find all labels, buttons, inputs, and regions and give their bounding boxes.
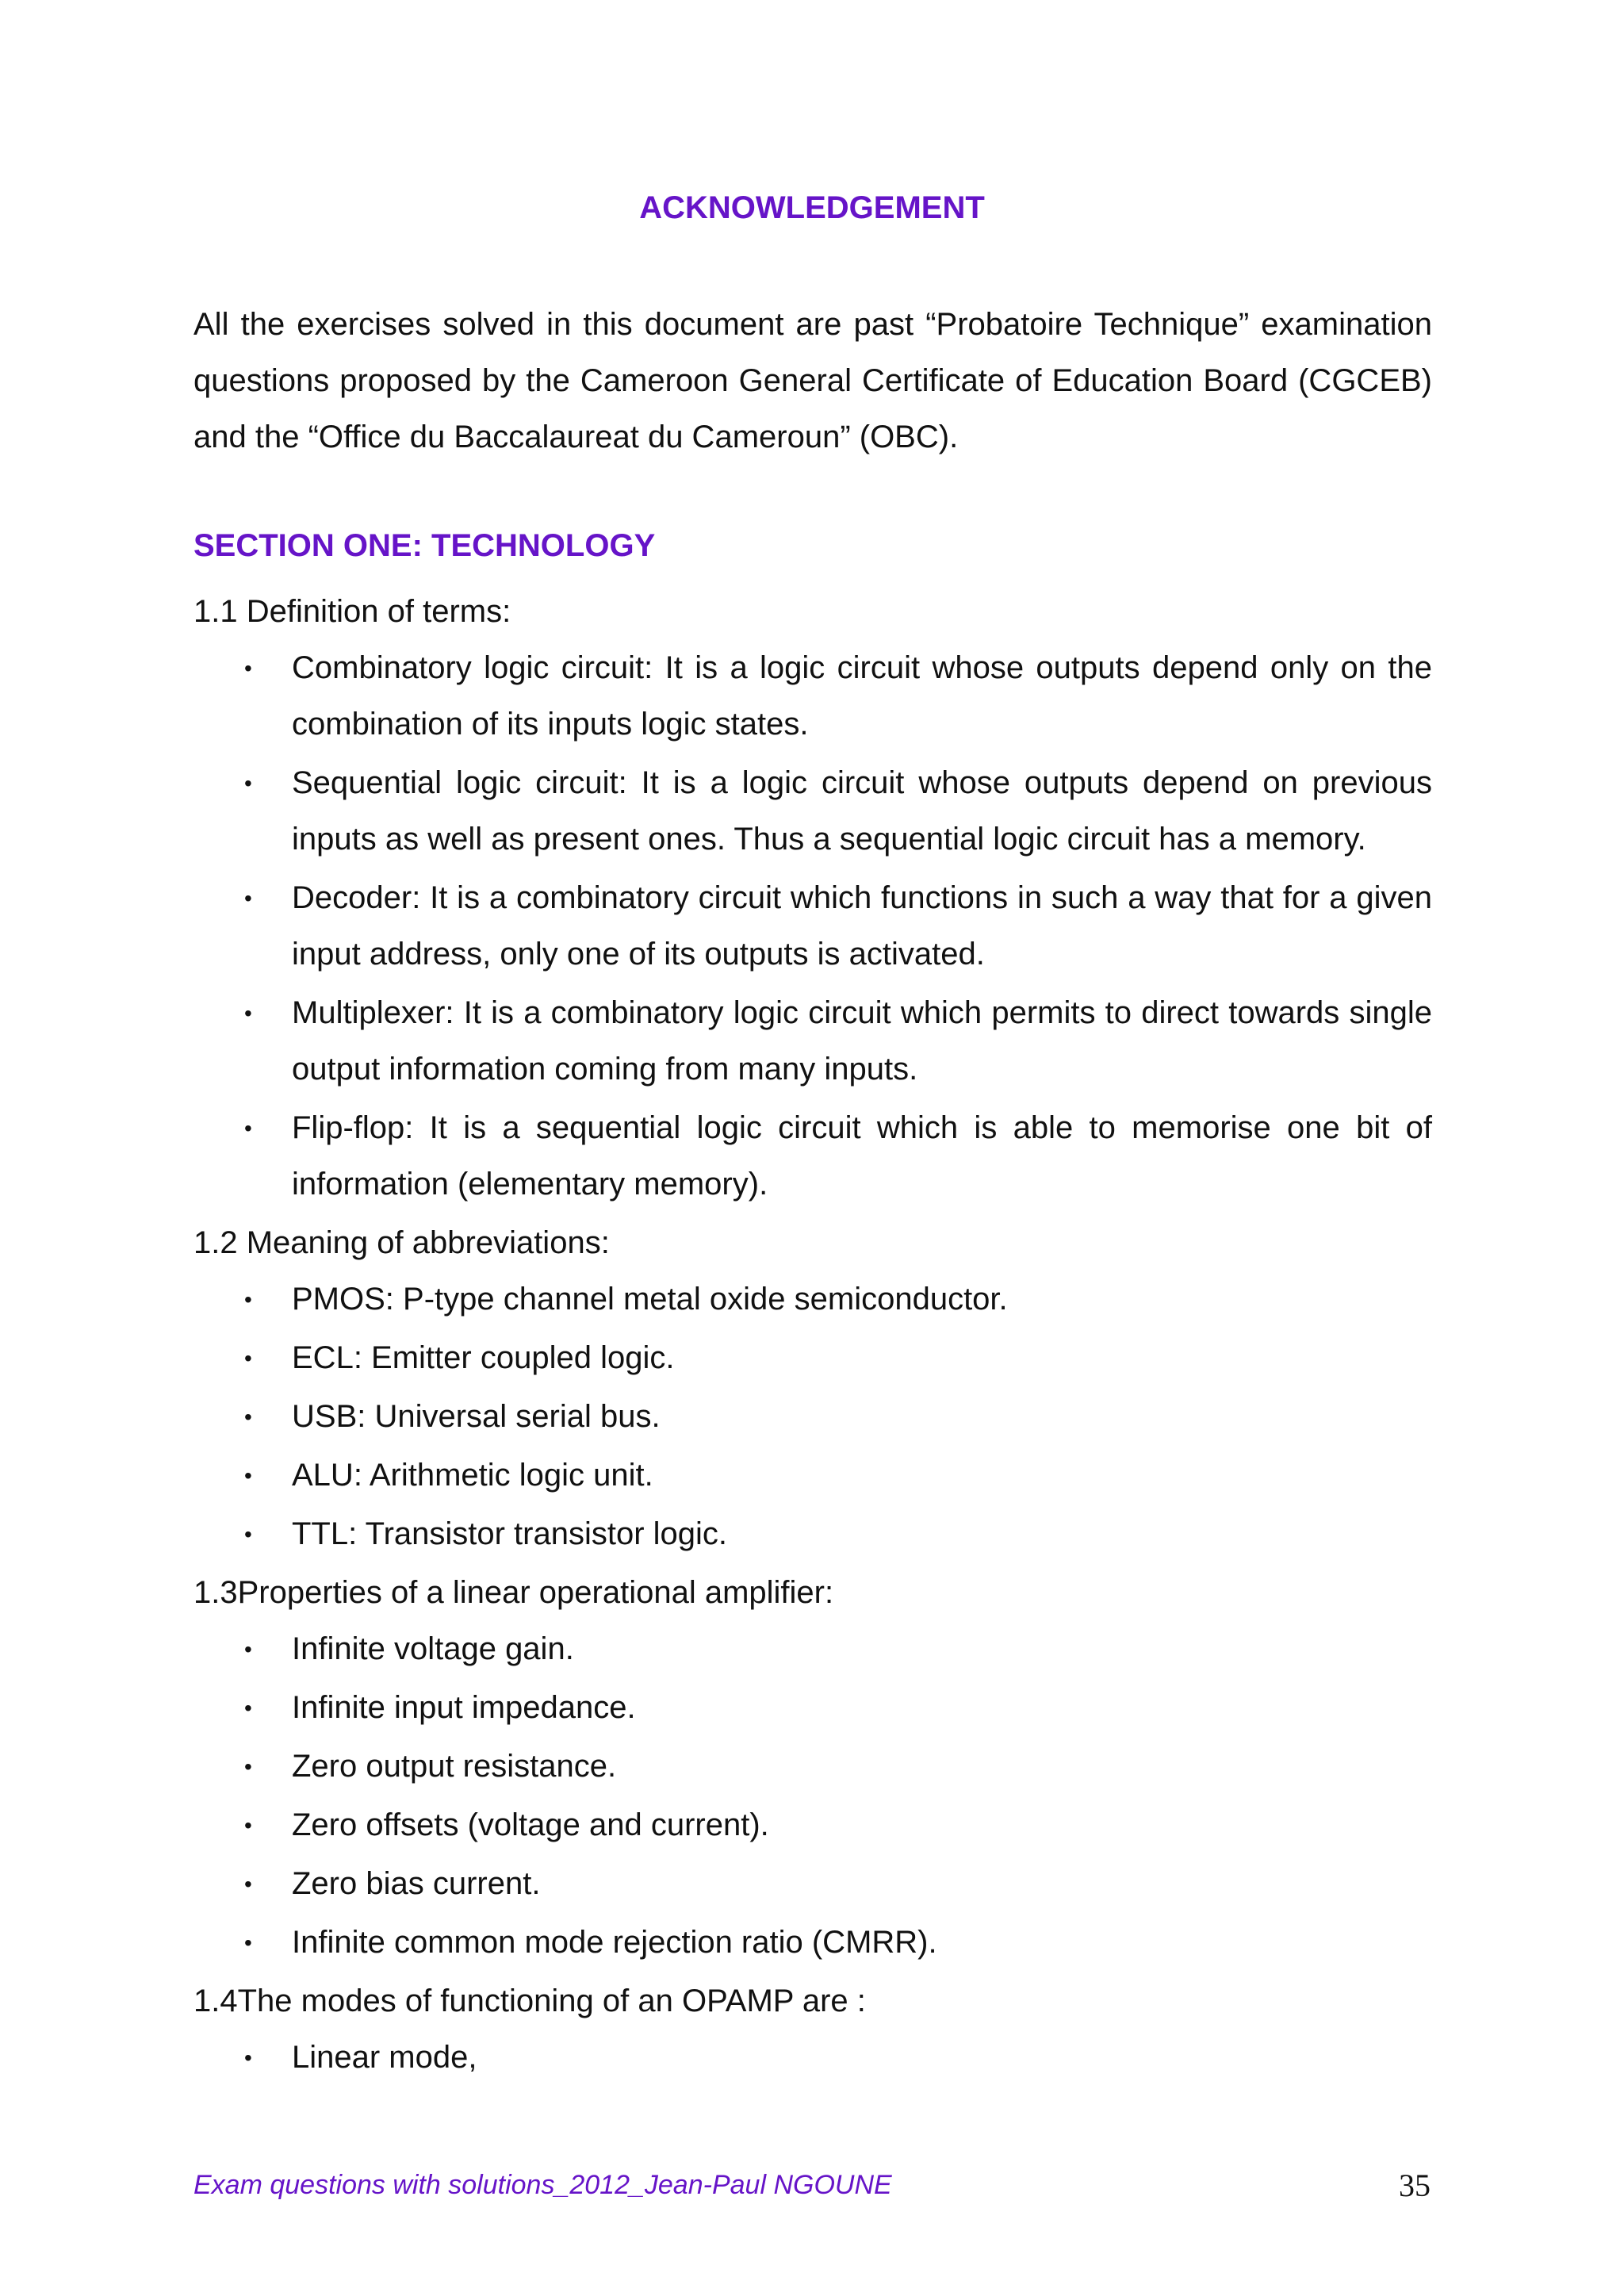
bullet-icon: • <box>244 1001 252 1025</box>
list-item <box>193 870 1432 983</box>
list-item <box>193 1447 1432 1504</box>
list-item-text: Zero output resistance. <box>292 1749 617 1784</box>
list-item-text: Infinite input impedance. <box>292 1690 636 1725</box>
list-item-text: Linear mode, <box>292 2040 477 2075</box>
subsection-heading-1-1 <box>193 584 1432 640</box>
list-item <box>193 1100 1432 1213</box>
list-item-text: ALU: Arithmetic logic unit. <box>292 1458 653 1493</box>
subsection-number: 1.4 <box>193 1984 238 2018</box>
definition-list <box>193 640 1432 1213</box>
opamp-properties-list <box>193 1621 1432 1971</box>
list-item <box>193 1330 1432 1386</box>
bullet-icon: • <box>244 1637 252 1662</box>
bullet-icon: • <box>244 1813 252 1838</box>
list-item-text: Flip-flop: It is a sequential logic circuit which is able to memorise one bit of information (elementary memory). <box>292 1110 1432 1202</box>
bullet-icon: • <box>244 656 252 680</box>
list-item <box>193 1856 1432 1912</box>
list-item-text: Combinatory logic circuit: It is a logic circuit whose outputs depend only on the combination of its inputs logic states. <box>292 650 1432 742</box>
bullet-icon: • <box>244 1346 252 1370</box>
list-item <box>193 755 1432 868</box>
bullet-icon: • <box>244 771 252 795</box>
list-item <box>193 1389 1432 1445</box>
subsection-number: 1.2 <box>193 1225 238 1260</box>
bullet-icon: • <box>244 1405 252 1429</box>
subsection-label: The modes of functioning of an OPAMP are : <box>237 1984 866 2018</box>
bullet-icon: • <box>244 1930 252 1955</box>
list-item <box>193 1797 1432 1853</box>
list-item-text: Zero bias current. <box>292 1866 541 1901</box>
section-body <box>193 584 1432 2088</box>
footer-credit: Exam questions with solutions_2012_Jean-Paul NGOUNE <box>193 2170 892 2200</box>
list-item <box>193 985 1432 1098</box>
section-title: SECTION ONE: TECHNOLOGY <box>193 528 656 563</box>
subsection-label: Meaning of abbreviations: <box>246 1225 610 1260</box>
list-item-text: TTL: Transistor transistor logic. <box>292 1516 728 1551</box>
bullet-icon: • <box>244 1522 252 1547</box>
list-item <box>193 1621 1432 1677</box>
subsection-heading-1-4 <box>193 1973 1432 2030</box>
list-item <box>193 1506 1432 1562</box>
abbreviation-list <box>193 1271 1432 1562</box>
bullet-icon: • <box>244 886 252 910</box>
list-item-text: Infinite voltage gain. <box>292 1631 574 1666</box>
subsection-number: 1.3 <box>193 1575 238 1610</box>
list-item-text: ECL: Emitter coupled logic. <box>292 1340 675 1375</box>
list-item-text: USB: Universal serial bus. <box>292 1399 661 1434</box>
subsection-heading-1-2 <box>193 1215 1432 1271</box>
acknowledgement-paragraph: All the exercises solved in this document are past “Probatoire Technique” examination questions proposed by the Cameroon General Certificate of Education Board (CGCEB) and the “Office du Baccalaureat du Cameroun” (OBC). <box>193 307 1432 454</box>
opamp-modes-list <box>193 2030 1432 2086</box>
bullet-icon: • <box>244 1754 252 1779</box>
page-number: 35 <box>1399 2168 1431 2203</box>
subsection-label: Properties of a linear operational amplifier: <box>237 1575 834 1610</box>
bullet-icon: • <box>244 1696 252 1720</box>
list-item <box>193 1271 1432 1328</box>
list-item-text: Infinite common mode rejection ratio (CMRR). <box>292 1925 937 1960</box>
list-item-text: PMOS: P-type channel metal oxide semiconductor. <box>292 1282 1008 1317</box>
bullet-icon: • <box>244 1287 252 1312</box>
bullet-icon: • <box>244 1872 252 1896</box>
list-item <box>193 1680 1432 1736</box>
bullet-icon: • <box>244 1116 252 1140</box>
list-item-text: Sequential logic circuit: It is a logic circuit whose outputs depend on previous inputs as well as present ones. Thus a sequential logic circuit has a memory. <box>292 765 1432 857</box>
list-item <box>193 640 1432 753</box>
bullet-icon: • <box>244 2045 252 2070</box>
list-item <box>193 1915 1432 1971</box>
bullet-icon: • <box>244 1463 252 1488</box>
acknowledgement-heading: ACKNOWLEDGEMENT <box>639 190 985 225</box>
list-item <box>193 1738 1432 1795</box>
list-item-text: Multiplexer: It is a combinatory logic circuit which permits to direct towards single output information coming from many inputs. <box>292 995 1432 1087</box>
subsection-number: 1.1 <box>193 594 238 629</box>
list-item <box>193 2030 1432 2086</box>
subsection-heading-1-3 <box>193 1565 1432 1621</box>
subsection-label: Definition of terms: <box>246 594 511 629</box>
list-item-text: Decoder: It is a combinatory circuit which functions in such a way that for a given input address, only one of its outputs is activated. <box>292 880 1432 972</box>
list-item-text: Zero offsets (voltage and current). <box>292 1807 769 1842</box>
